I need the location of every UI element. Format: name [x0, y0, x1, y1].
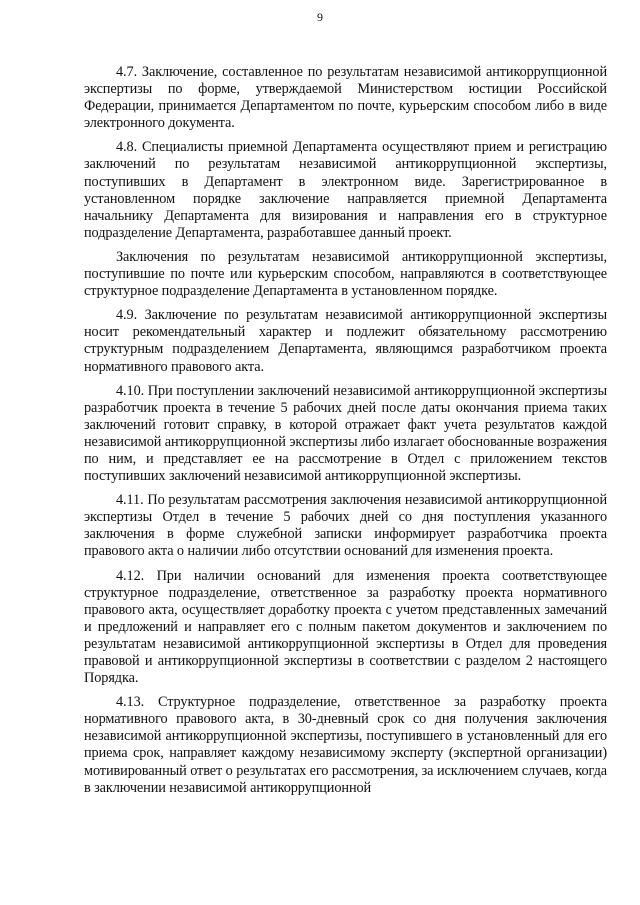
paragraph-4-11: 4.11. По результатам рассмотрения заключения независимой антикоррупционной экспертизы Отдел в течение 5 рабочих дней со дня поступления указанного заключения в форме служебной записки информирует разработчика проекта правового акта о наличии либо отсутствии оснований для изменения проекта.	[84, 492, 607, 560]
paragraph-4-8: 4.8. Специалисты приемной Департамента осуществляют прием и регистрацию заключений по результатам независимой антикоррупционной экспертизы, поступивших в Департамент в электронном виде. Зарегистрированное в установленном порядке заключение направляется приемной Департамента начальнику Департамента для визирования и направления его в структурное подразделение Департамента, разработавшее данный проект.	[84, 139, 607, 241]
paragraph-4-12: 4.12. При наличии оснований для изменения проекта соответствующее структурное подразделение, ответственное за разработку проекта нормативного правового акта, осуществляет доработку проекта с учетом представленных замечаний и предложений и направляет его с полным пакетом документов и заключением по результатам независимой антикоррупционной экспертизы в Отдел для проведения правовой и антикоррупционной экспертизы в соответствии с разделом 2 настоящего Порядка.	[84, 567, 607, 687]
paragraph-4-10: 4.10. При поступлении заключений независимой антикоррупционной экспертизы разработчик проекта в течение 5 рабочих дней после даты окончания приема таких заключений готовит справку, в которой отражает факт учета результатов каждой независимой антикоррупционной экспертизы либо излагает обоснованные возражения по ним, и представляет ее на рассмотрение в Отдел с приложением текстов поступивших заключений независимой антикоррупционной экспертизы.	[84, 382, 607, 485]
document-body	[84, 64, 607, 804]
paragraph-4-13: 4.13. Структурное подразделение, ответственное за разработку проекта нормативного правового акта, в 30-дневный срок со дня получения заключения независимой антикоррупционной экспертизы, поступившего в установленный для его приема срок, направляет каждому независимому эксперту (экспертной организации) мотивированный ответ о результатах его рассмотрения, за исключением случаев, когда в заключении независимой антикоррупционной	[84, 694, 607, 796]
paragraph-4-7: 4.7. Заключение, составленное по результатам независимой антикоррупционной экспертизы по форме, утверждаемой Министерством юстиции Российской Федерации, принимается Департаментом по почте, курьерским способом либо в виде электронного документа.	[84, 64, 607, 132]
paragraph-4-9: 4.9. Заключение по результатам независимой антикоррупционной экспертизы носит рекомендательный характер и подлежит обязательному рассмотрению структурным подразделением Департамента, являющимся разработчиком проекта нормативного правового акта.	[84, 307, 607, 375]
paragraph-4-8-continued: Заключения по результатам независимой антикоррупционной экспертизы, поступившие по почте или курьерским способом, направляются в соответствующее структурное подразделение Департамента в установленном порядке.	[84, 248, 607, 300]
page-number: 9	[317, 10, 323, 24]
